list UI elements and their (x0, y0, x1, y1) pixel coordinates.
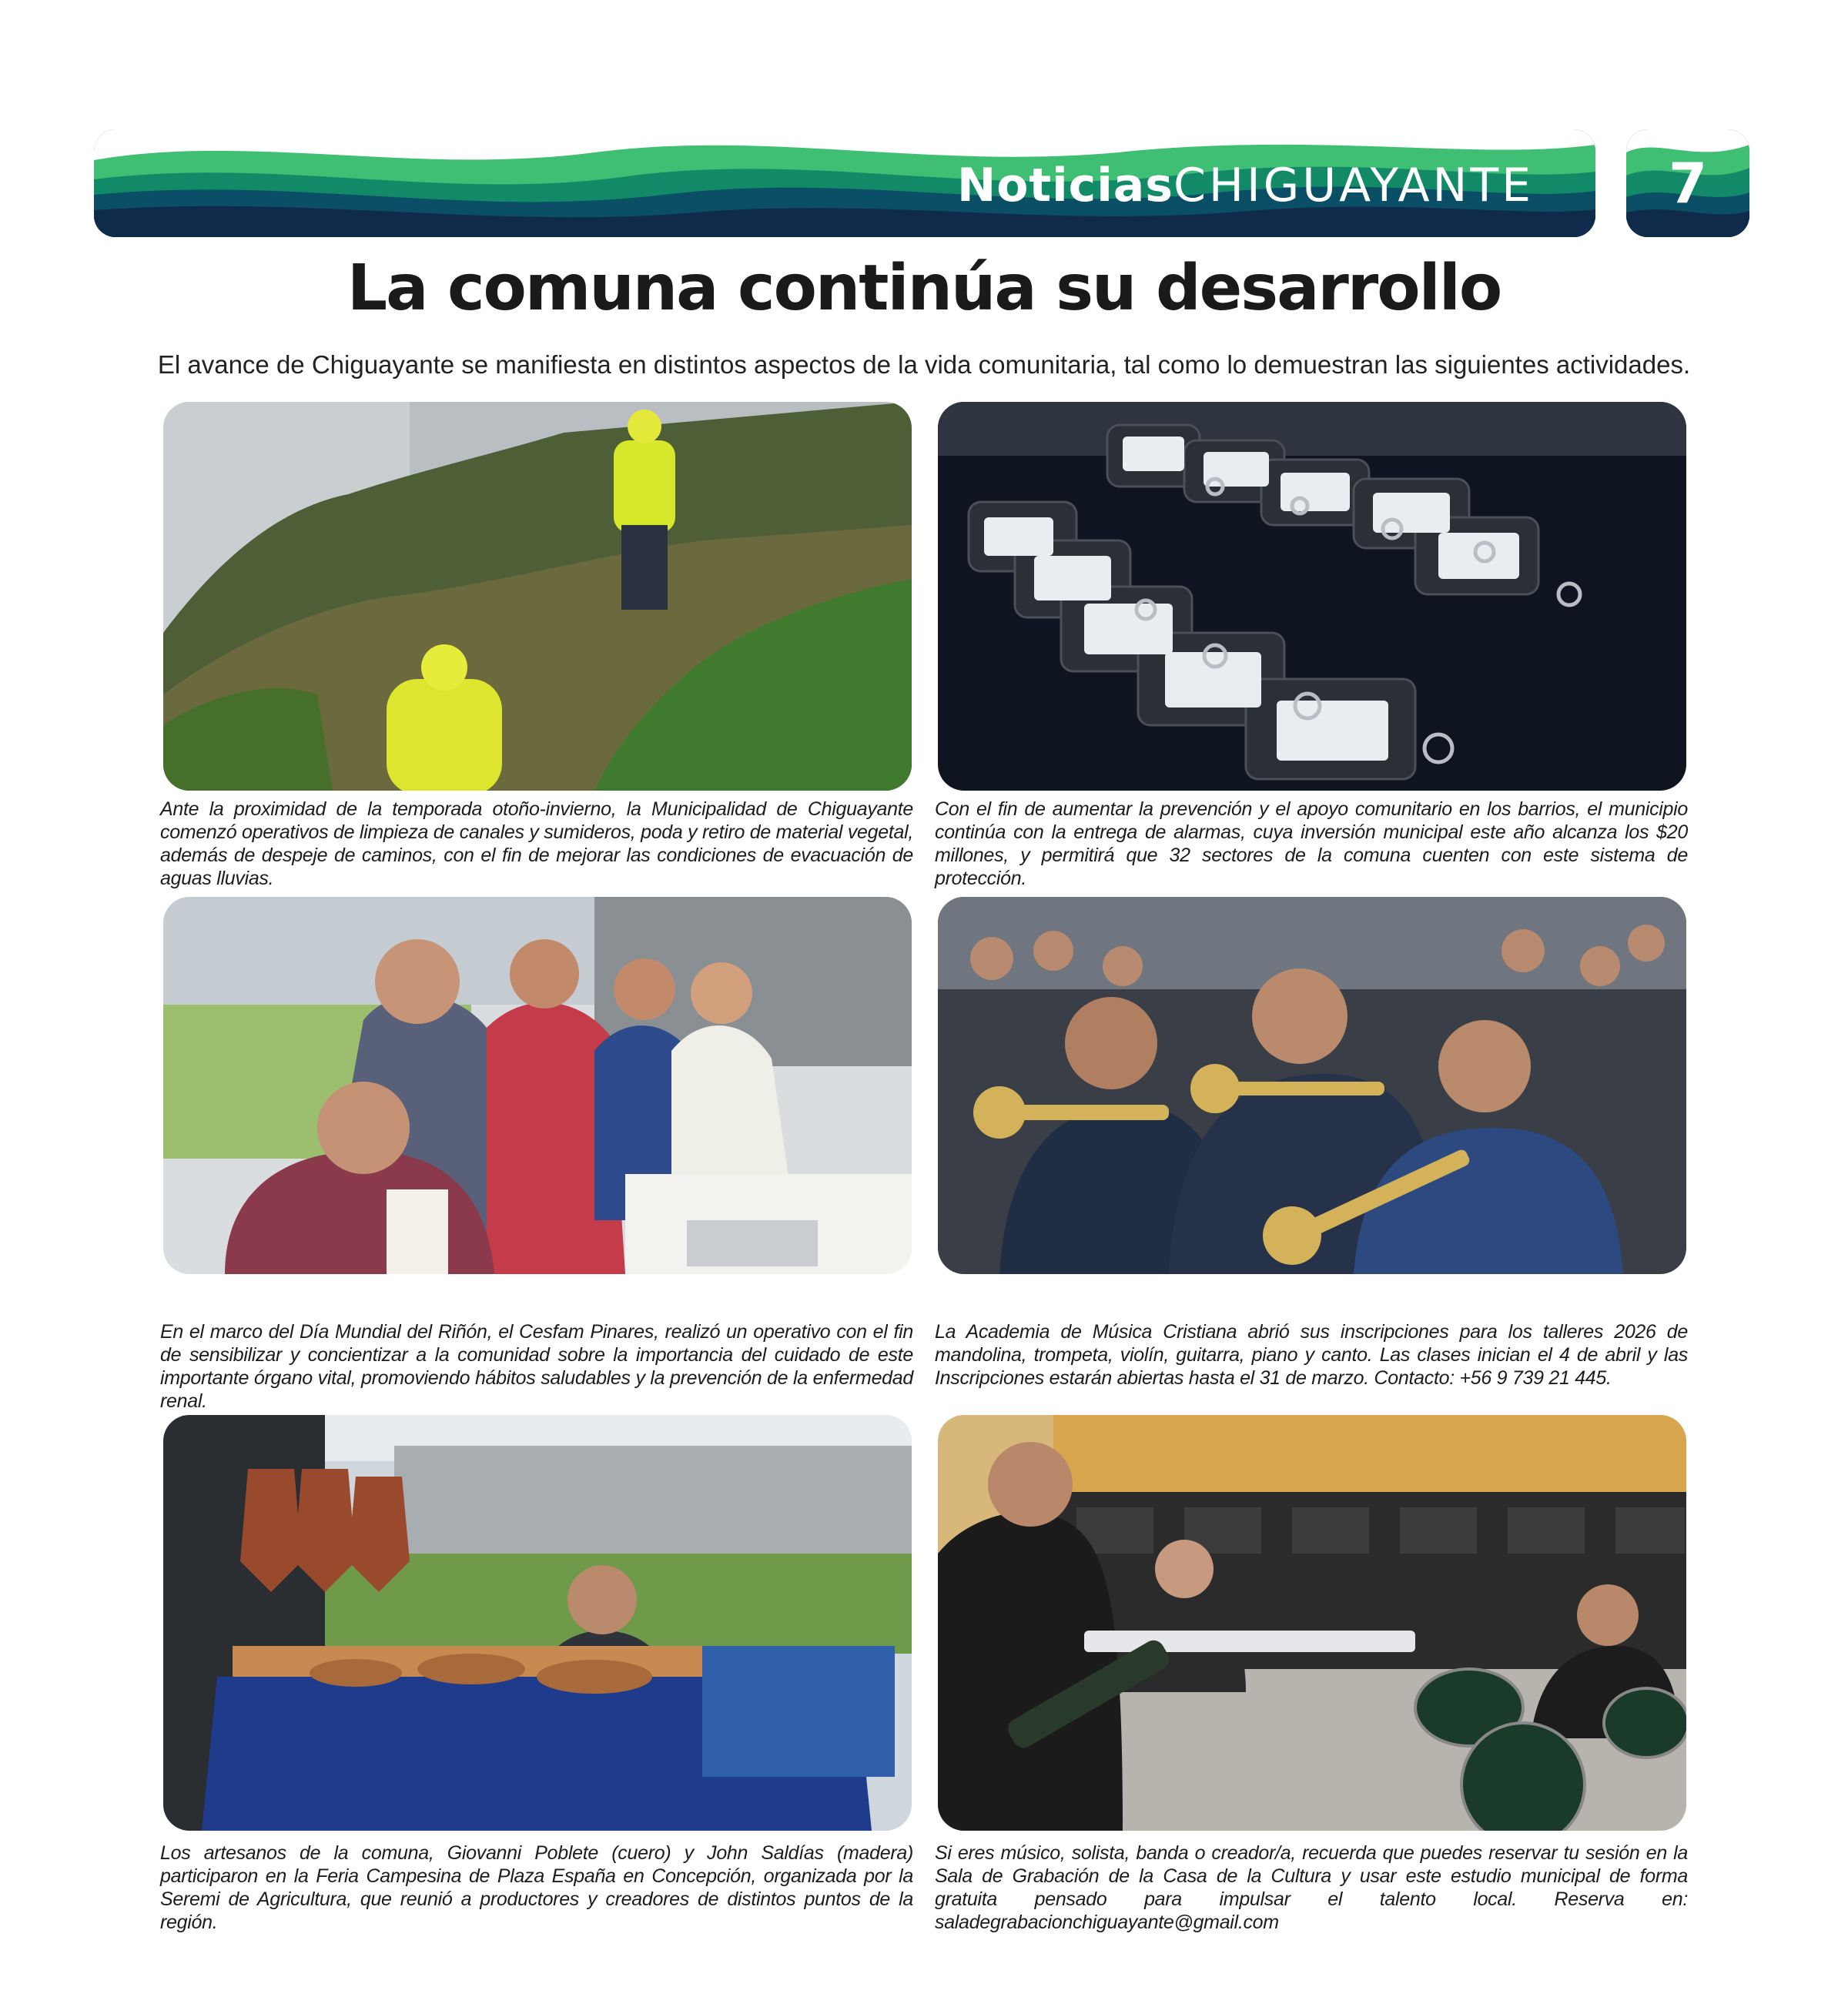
photo-music-academy (938, 897, 1686, 1274)
photo-kidney-day-operative (163, 897, 912, 1274)
photo-hillside-cleaning (163, 402, 912, 791)
photo-artisans-fair (163, 1415, 912, 1831)
caption-1: Ante la proximidad de la temporada otoño-invierno, la Municipalidad de Chiguayante comenzó operativos de limpieza de canales y sumideros, poda y retiro de material vegetal, además de despeje de caminos, con el fin de mejorar las condiciones de evacuación de aguas lluvias. (160, 798, 913, 889)
brand-bold-text: Noticias (956, 159, 1174, 212)
article-title: La comuna continúa su desarrollo (346, 252, 1502, 325)
caption-2: Con el fin de aumentar la prevención y el apoyo comunitario en los barrios, el municipio continúa con la entrega de alarmas, cuya inversión municipal este año alcanza los $20 millones, y permitirá que 32 sectores de la comuna cuenten con este sistema de protección. (935, 798, 1688, 889)
section-header-band (94, 129, 1595, 237)
section-brand (957, 159, 1534, 212)
brand-light-text: CHIGUAYANTE (1173, 159, 1534, 212)
caption-6: Si eres músico, solista, banda o creador/a, recuerda que puedes reservar tu sesión en la Sala de Grabación de la Casa de la Cultura y usar este estudio municipal de forma gratuita pensado para impulsar el talento local. Reserva en: saladegrabacionchiguayante@gmail.com (935, 1842, 1688, 1933)
page-number-box (1626, 129, 1749, 237)
caption-5: Los artesanos de la comuna, Giovanni Poblete (cuero) y John Saldías (madera) participaron en la Feria Campesina de Plaza España en Concepción, organizada por la Seremi de Agricultura, que reunió a productores y creadores de distintos puntos de la región. (160, 1842, 913, 1933)
photo-community-alarms (938, 402, 1686, 791)
caption-4: La Academia de Música Cristiana abrió sus inscripciones para los talleres 2026 de mandolina, trompeta, violín, guitarra, piano y canto. Las clases inician el 4 de abril y las Inscripciones estarán abiertas hasta el 31 de marzo. Contacto: +56 9 739 21 445. (935, 1321, 1688, 1389)
caption-3: En el marco del Día Mundial del Riñón, el Cesfam Pinares, realizó un operativo con el fin de sensibilizar y concientizar a la comunidad sobre la importancia del cuidado de este importante órgano vital, promoviendo hábitos saludables y la prevención de la enfermedad renal. (160, 1321, 913, 1412)
page-number: 7 (1668, 151, 1708, 216)
photo-recording-studio (938, 1415, 1686, 1831)
article-lede: El avance de Chiguayante se manifiesta en distintos aspectos de la vida comunitaria, tal como lo demuestran las siguientes actividades. (157, 350, 1691, 379)
